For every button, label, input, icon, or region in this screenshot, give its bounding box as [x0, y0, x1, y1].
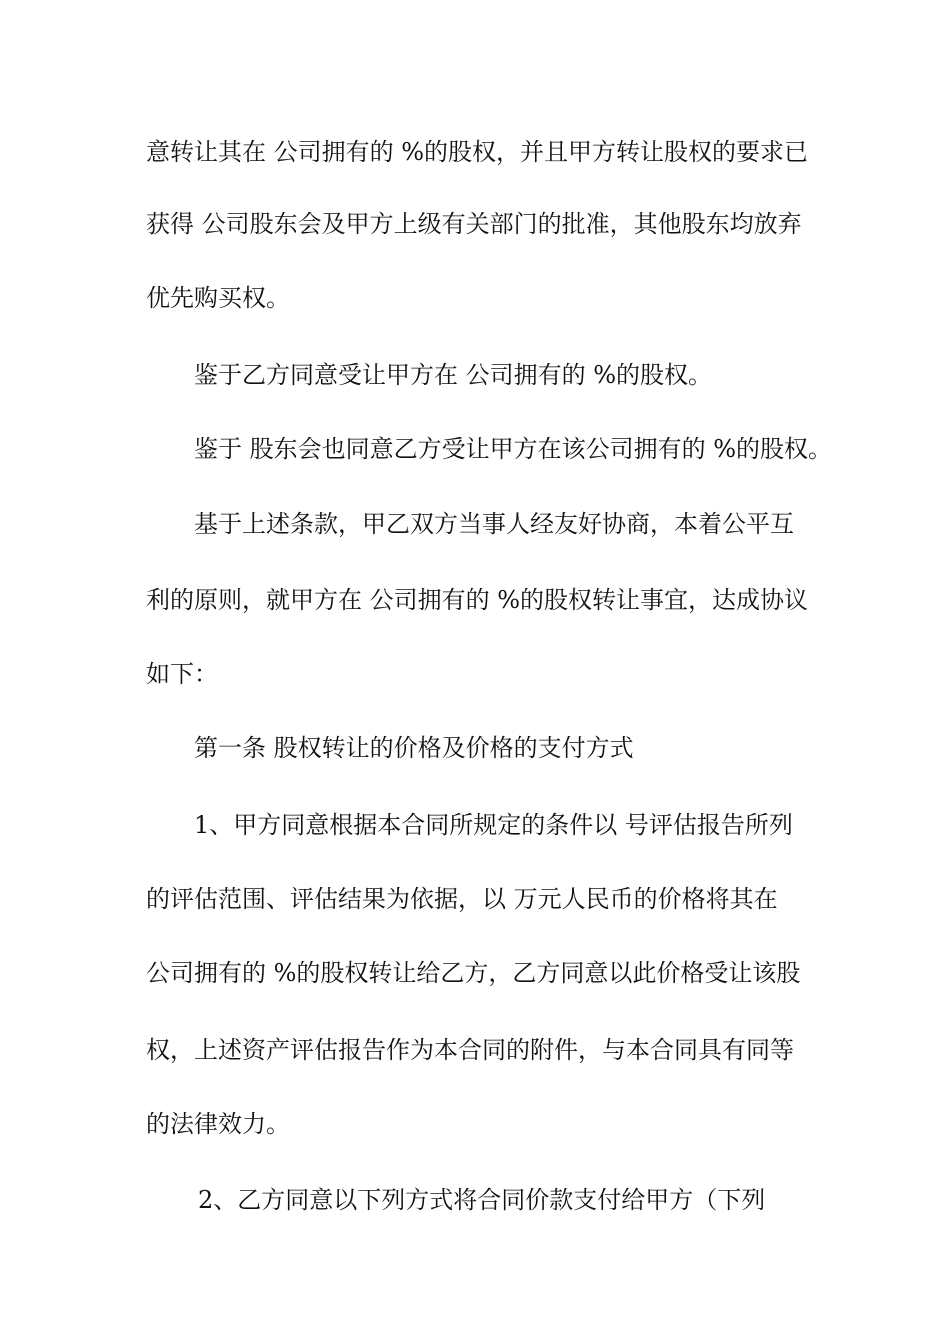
text-line-6: 基于上述条款，甲乙双方当事人经友好协商，本着公平互: [194, 510, 794, 538]
text-line-3: 优先购买权。: [146, 284, 290, 312]
text-line-10: 1、甲方同意根据本合同所规定的条件以 号评估报告所列: [194, 811, 793, 839]
text-line-8: 如下：: [146, 660, 218, 688]
text-line-2: 获得 公司股东会及甲方上级有关部门的批准，其他股东均放弃: [146, 210, 802, 238]
text-line-5: 鉴于 股东会也同意乙方受让甲方在该公司拥有的 %的股权。: [194, 435, 833, 463]
text-line-11: 的评估范围、评估结果为依据，以 万元人民币的价格将其在: [146, 885, 778, 913]
text-line-14: 的法律效力。: [146, 1110, 290, 1138]
text-line-13: 权，上述资产评估报告作为本合同的附件，与本合同具有同等: [146, 1036, 794, 1064]
text-line-15: 2、乙方同意以下列方式将合同价款支付给甲方（下列: [198, 1186, 766, 1214]
section-heading: 第一条 股权转让的价格及价格的支付方式: [194, 734, 634, 762]
text-line-4: 鉴于乙方同意受让甲方在 公司拥有的 %的股权。: [194, 361, 713, 389]
text-line-12: 公司拥有的 %的股权转让给乙方，乙方同意以此价格受让该股: [146, 959, 801, 987]
text-line-1: 意转让其在 公司拥有的 %的股权，并且甲方转让股权的要求已: [146, 138, 809, 166]
text-line-7: 利的原则，就甲方在 公司拥有的 %的股权转让事宜，达成协议: [146, 586, 809, 614]
